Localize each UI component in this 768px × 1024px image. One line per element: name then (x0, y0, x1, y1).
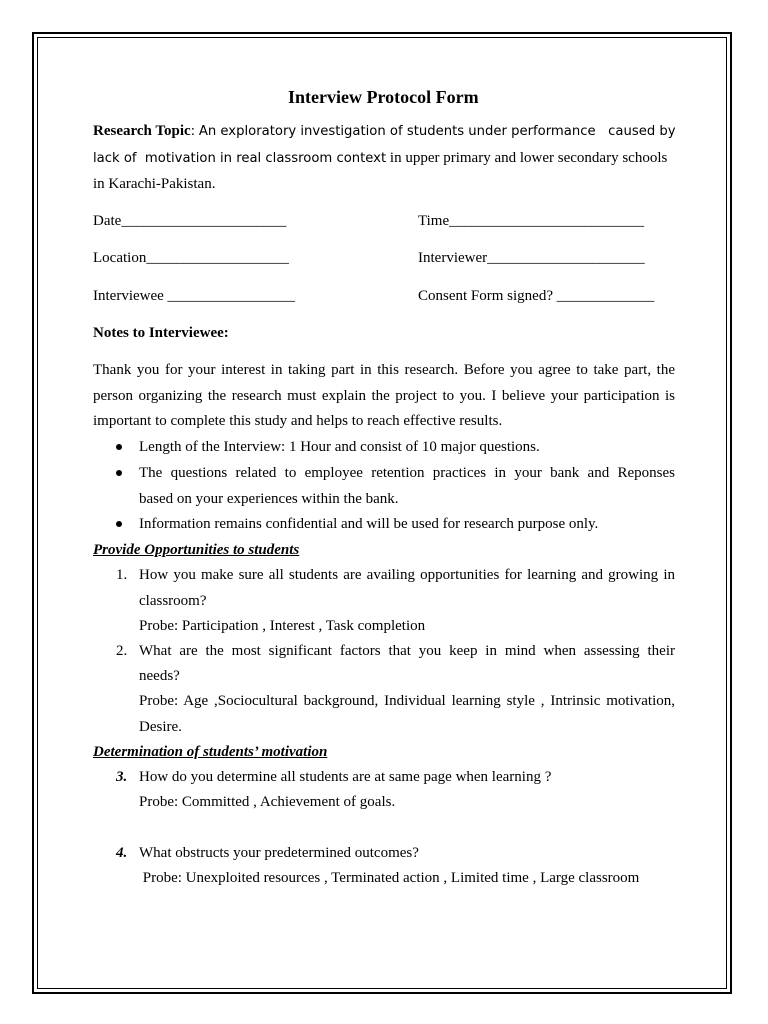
bullet-item-length: Length of the Interview: 1 Hour and consist of 10 major questions. (139, 439, 540, 455)
notes-paragraph-line-2: person organizing the research must explain the project to you. I believe your participation is (93, 388, 675, 404)
research-topic-text-2b: in upper primary and lower secondary schools (389, 150, 668, 166)
page-title: Interview Protocol Form (288, 87, 479, 107)
question-4-probe: Probe: Unexploited resources , Terminated action , Limited time , Large classroom (139, 870, 640, 886)
bullet-item-questions-line-1: The questions related to employee retention practices in your bank and Reponses (139, 465, 675, 481)
research-topic-text-3: in Karachi-Pakistan. (93, 176, 216, 192)
research-topic-colon: : (190, 124, 196, 139)
question-4: What obstructs your predetermined outcomes? (139, 845, 419, 861)
notes-heading: Notes to Interviewee: (93, 325, 229, 341)
bullet-icon (116, 521, 122, 527)
bullet-item-questions-line-2: based on your experiences within the bank. (139, 491, 399, 507)
bullet-item-confidential: Information remains confidential and will be used for research purpose only. (139, 516, 599, 532)
research-topic-line-1 (93, 122, 675, 141)
interviewer-field: Interviewer_____________________ (418, 250, 645, 266)
question-number: 1. (116, 567, 128, 583)
question-2-probe-line-2: Desire. (139, 719, 182, 735)
question-2-line-1: What are the most significant factors that you keep in mind when assessing their (139, 643, 675, 659)
question-number: 3. (116, 769, 128, 785)
question-1-line-2: classroom? (139, 593, 207, 609)
question-2-line-2: needs? (139, 668, 180, 684)
question-1-line-1: How you make sure all students are availing opportunities for learning and growing in (139, 567, 675, 583)
question-3-probe: Probe: Committed , Achievement of goals. (139, 794, 396, 810)
question-number: 4. (116, 845, 128, 861)
notes-paragraph-line-3: important to complete this study and helps to reach effective results. (93, 413, 503, 429)
research-topic-label: Research Topic (93, 123, 191, 139)
question-number: 2. (116, 643, 128, 659)
research-topic-line-2 (93, 149, 667, 168)
bullet-icon (116, 470, 122, 476)
research-topic-text-1: An exploratory investigation of students under performance caused by (198, 124, 676, 139)
section-heading-motivation: Determination of students’ motivation (93, 744, 328, 760)
bullet-icon (116, 444, 122, 450)
section-heading-opportunities: Provide Opportunities to students (93, 542, 300, 558)
notes-paragraph-line-1: Thank you for your interest in taking part in this research. Before you agree to take part, the (93, 362, 675, 378)
research-topic-text-2: lack of motivation in real classroom context (93, 151, 387, 166)
location-field: Location___________________ (93, 250, 289, 266)
question-1-probe: Probe: Participation , Interest , Task completion (139, 618, 426, 634)
date-field: Date______________________ (93, 213, 287, 229)
question-3: How do you determine all students are at same page when learning ? (139, 769, 552, 785)
time-field: Time__________________________ (418, 213, 645, 229)
interviewee-field: Interviewee _________________ (93, 288, 296, 304)
question-2-probe-line-1: Probe: Age ,Sociocultural background, Individual learning style , Intrinsic motivation, (139, 693, 675, 709)
consent-field: Consent Form signed? _____________ (418, 288, 655, 304)
